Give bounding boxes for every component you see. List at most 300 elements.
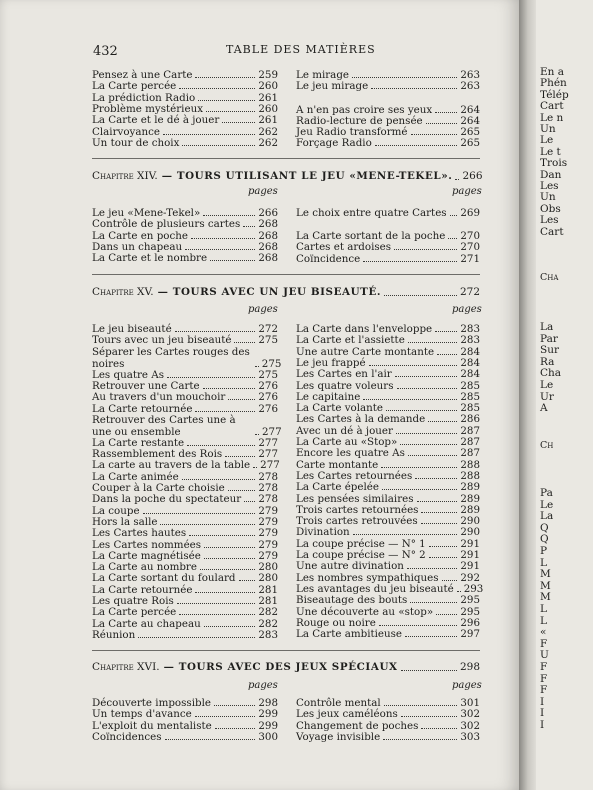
toc-entry <box>296 218 480 242</box>
chapter-page: 272 <box>459 286 480 298</box>
toc-entry-title: Biseautage des bouts <box>296 594 408 607</box>
leader-dots <box>195 592 255 593</box>
toc-entry <box>92 218 278 230</box>
toc-entry-page: 299 <box>258 719 278 732</box>
toc-entry-title: Une autre Carte montante <box>296 345 435 358</box>
toc-entry <box>92 561 278 573</box>
toc-entry-title: Pensez à une Carte <box>92 69 193 81</box>
toc-entry-title: Retrouver des Cartes une à une ou ensemble <box>92 413 236 438</box>
toc-entry-title: La Carte au chapeau <box>92 617 201 630</box>
leader-dots <box>421 512 457 513</box>
toc-entry-title: Jeu Radio transformé <box>296 125 408 138</box>
leader-dots <box>415 478 457 479</box>
toc-entry-page: 285 <box>460 379 480 392</box>
chapter-title: — TOURS AVEC UN JEU BISEAUTÉ. <box>157 286 382 298</box>
toc-entry <box>296 731 480 743</box>
toc-entry <box>92 369 278 381</box>
toc-entry-title: Le jeu biseauté <box>92 323 172 335</box>
toc-entry <box>92 618 278 630</box>
facing-page-fragment: Pa <box>540 487 553 499</box>
facing-page-fragment: Le <box>540 379 554 391</box>
toc-entry-title: Les quatre As <box>92 368 164 381</box>
leader-dots <box>165 739 256 740</box>
leader-dots <box>384 295 457 296</box>
toc-entry-title: La coupe précise — N° 2 <box>296 549 426 561</box>
leader-dots <box>379 625 458 626</box>
toc-entry <box>92 697 278 709</box>
toc-entry-page: 292 <box>460 571 480 584</box>
toc-entry <box>92 516 278 528</box>
leader-dots <box>163 134 255 135</box>
toc-entry-title: La prédiction Radio <box>92 91 196 104</box>
leader-dots <box>210 260 255 261</box>
toc-entry-title: Voyage invisible <box>296 730 381 743</box>
toc-entry-title: Le jeu «Mene-Tekel» <box>92 207 201 219</box>
toc-entry-page: 260 <box>258 80 278 93</box>
toc-entry <box>296 538 480 550</box>
pages-column-header: pages <box>452 186 482 197</box>
toc-entry-page: 283 <box>460 323 480 335</box>
leader-dots <box>442 580 458 581</box>
leader-dots <box>138 637 255 638</box>
leader-dots <box>435 331 457 332</box>
facing-page-fragment: Cart <box>540 225 564 238</box>
toc-entry-page: 287 <box>460 424 480 437</box>
toc-entry-title: Les pensées similaires <box>296 492 414 505</box>
toc-entry-title: Tours avec un jeu biseauté <box>92 334 232 347</box>
toc-entry-title: La Carte sortant du foulard <box>92 572 236 585</box>
toc-entry-title: Trois cartes retournées <box>296 503 419 516</box>
leader-dots <box>253 467 257 468</box>
facing-page-fragment: F <box>540 637 548 650</box>
toc-entry-page: 285 <box>460 402 480 415</box>
section-divider <box>92 650 480 651</box>
leader-dots <box>182 145 255 146</box>
leader-dots <box>179 614 255 615</box>
toc-entry <box>92 345 282 370</box>
leader-dots <box>375 145 458 146</box>
toc-entry-title: La coupe précise — N° 1 <box>296 537 426 550</box>
toc-entry-title: La Carte et le dé à jouer <box>92 114 220 127</box>
toc-entry-title: Les quatre voleurs <box>296 379 394 392</box>
toc-entry-page: 293 <box>463 582 484 595</box>
facing-page-fragment: L <box>540 603 547 615</box>
facing-page-fragment: « <box>540 626 547 639</box>
toc-entry-page: 263 <box>460 69 480 81</box>
leader-dots <box>371 88 457 89</box>
toc-entry-title: Trois cartes retrouvées <box>296 515 418 528</box>
chapter-title: — TOURS UTILISANT LE JEU «MENE-TEKEL». <box>161 170 453 182</box>
chapter-page: 266 <box>462 170 483 182</box>
toc-entry-page: 287 <box>460 436 480 448</box>
leader-dots <box>143 513 256 514</box>
leader-dots <box>175 331 256 332</box>
leader-dots <box>182 479 256 480</box>
leader-dots <box>408 342 458 343</box>
leader-dots <box>352 77 457 78</box>
toc-entry-title: La Carte sortant de la poche <box>296 230 446 243</box>
toc-entry-page: 282 <box>258 617 278 630</box>
toc-entry-title: La Carte retournée <box>92 583 193 596</box>
facing-page-fragment: A <box>540 402 548 415</box>
toc-entry <box>92 527 278 539</box>
toc-entry-page: 278 <box>258 482 278 494</box>
facing-page-fragment: Trois <box>540 157 568 170</box>
toc-entry-page: 281 <box>258 583 278 596</box>
chapter-page: 298 <box>459 661 480 673</box>
toc-entry-title: Les jeux caméléons <box>296 708 398 721</box>
leader-dots <box>400 444 457 445</box>
toc-entry <box>296 526 480 538</box>
toc-entry-page: 272 <box>258 323 278 335</box>
toc-entry-title: La coupe <box>92 504 140 517</box>
toc-entry <box>92 334 278 346</box>
toc-entry-title: La Carte dans l'enveloppe <box>296 323 433 335</box>
toc-entry-page: 275 <box>258 334 278 347</box>
toc-entry <box>296 459 480 471</box>
facing-page-fragment: Obs <box>540 202 561 215</box>
toc-entry-page: 279 <box>258 504 278 517</box>
toc-entry <box>296 560 480 572</box>
facing-page-fragment: F <box>540 684 548 697</box>
leader-dots <box>411 134 458 135</box>
toc-entry <box>296 425 480 437</box>
facing-page-fragment: Ch <box>540 440 554 451</box>
facing-page-fragment: Par <box>540 332 558 345</box>
leader-dots <box>160 524 255 525</box>
toc-entry-page: 271 <box>460 252 480 265</box>
leader-dots <box>435 112 457 113</box>
leader-dots <box>396 433 457 434</box>
running-title: TABLE DES MATIÈRES <box>226 43 376 56</box>
toc-entry <box>296 515 480 527</box>
facing-page-fragment: Ra <box>540 355 555 368</box>
toc-entry-page: 298 <box>258 697 278 709</box>
toc-entry <box>296 436 480 448</box>
leader-dots <box>363 399 457 400</box>
toc-entry-title: La Carte et l'assiette <box>296 334 405 347</box>
toc-entry-title: Divination <box>296 526 350 539</box>
toc-entry <box>296 606 480 618</box>
facing-page-fragment: En a <box>540 66 565 78</box>
leader-dots <box>369 365 458 366</box>
leader-dots <box>410 602 457 603</box>
toc-entry-page: 268 <box>258 218 278 231</box>
toc-entry <box>296 92 480 116</box>
facing-page-fragment: Un <box>540 191 556 204</box>
toc-entry-title: La Carte percée <box>92 606 177 619</box>
toc-entry <box>92 207 278 219</box>
facing-page-fragment: I <box>540 719 545 731</box>
leader-dots <box>353 534 458 535</box>
leader-dots <box>214 705 255 706</box>
leader-dots <box>408 455 457 456</box>
toc-entry-title: Encore les quatre As <box>296 447 405 460</box>
leader-dots <box>394 249 457 250</box>
toc-entry-title: Le jeu frappé <box>296 356 366 369</box>
toc-entry <box>296 357 480 369</box>
leader-dots <box>417 501 458 502</box>
toc-entry <box>296 126 480 138</box>
toc-entry <box>296 481 480 493</box>
toc-entry-page: 276 <box>258 379 278 392</box>
toc-entry-page: 285 <box>460 390 480 403</box>
toc-entry <box>296 628 480 640</box>
toc-entry <box>92 80 278 92</box>
leader-dots <box>206 111 255 112</box>
toc-entry <box>92 69 278 81</box>
toc-entry-page: 277 <box>258 448 278 461</box>
toc-entry-page: 270 <box>460 241 480 254</box>
facing-page-fragment: Le <box>540 134 554 147</box>
toc-entry-page: 280 <box>258 572 278 585</box>
leader-dots <box>363 261 457 262</box>
chapter-title: — TOURS AVEC DES JEUX SPÉCIAUX <box>163 661 398 673</box>
toc-entry-title: Les quatre Rois <box>92 595 174 607</box>
leader-dots <box>167 377 255 378</box>
toc-entry-title: A n'en pas croire ses yeux <box>296 103 433 116</box>
toc-entry-title: Le capitaine <box>296 390 361 403</box>
toc-entry-title: Hors la salle <box>92 515 158 528</box>
leader-dots <box>401 716 458 717</box>
leader-dots <box>450 215 458 216</box>
toc-entry-page: 282 <box>258 606 278 619</box>
toc-entry-page: 289 <box>460 503 480 516</box>
toc-entry-title: La Carte ambitieuse <box>296 628 403 641</box>
toc-entry-page: 291 <box>460 549 480 561</box>
leader-dots <box>228 399 255 400</box>
toc-entry <box>296 549 480 561</box>
toc-entry-title: Contrôle de plusieurs cartes <box>92 218 241 231</box>
toc-entry-title: La Carte animée <box>92 470 179 483</box>
facing-page-fragment: Phén <box>540 77 567 90</box>
toc-entry-title: La carte au travers de la table <box>92 459 251 472</box>
toc-entry-title: Au travers d'un mouchoir <box>92 391 226 404</box>
toc-entry-page: 278 <box>258 493 278 506</box>
toc-entry-page: 275 <box>261 357 282 370</box>
toc-entry-page: 262 <box>258 125 278 138</box>
toc-entry-page: 279 <box>258 538 278 551</box>
toc-entry-title: Retrouver une Carte <box>92 379 200 392</box>
toc-entry <box>92 126 278 138</box>
leader-dots <box>191 238 255 239</box>
facing-page-fragment: Cart <box>540 100 564 113</box>
toc-entry-title: Les avantages du jeu biseauté <box>296 582 454 595</box>
facing-page-fragment: Les <box>540 214 559 227</box>
toc-entry-title: Contrôle mental <box>296 697 381 709</box>
toc-entry-title: Séparer les Cartes rouges des noires <box>92 345 250 370</box>
toc-entry-page: 302 <box>460 708 480 721</box>
leader-dots <box>383 739 457 740</box>
leader-dots <box>421 728 457 729</box>
leader-dots <box>395 376 458 377</box>
chapter-heading <box>92 659 480 675</box>
leader-dots <box>401 670 457 671</box>
toc-entry <box>296 708 480 720</box>
leader-dots <box>222 122 255 123</box>
toc-entry <box>296 470 480 482</box>
toc-entry-page: 276 <box>258 391 278 404</box>
toc-entry-title: Un tour de choix <box>92 136 180 149</box>
toc-entry <box>296 697 480 709</box>
facing-page-fragment: Un <box>540 123 556 135</box>
toc-entry-page: 279 <box>258 549 278 562</box>
toc-entry-title: La Carte en poche <box>92 229 188 242</box>
leader-dots <box>421 523 458 524</box>
toc-entry-page: 261 <box>258 114 278 127</box>
toc-entry <box>92 731 278 743</box>
toc-entry <box>296 720 480 732</box>
toc-entry-page: 263 <box>460 80 480 93</box>
toc-entry <box>296 617 480 629</box>
toc-entry <box>92 505 278 517</box>
toc-entry-title: La Carte volante <box>296 402 384 415</box>
facing-page-fragment: Cha <box>540 367 562 380</box>
toc-entry-title: Les Cartes nommées <box>92 538 202 551</box>
toc-entry <box>92 103 278 115</box>
toc-entry <box>92 584 278 596</box>
facing-page-fragment: Télép <box>540 88 569 101</box>
toc-entry <box>296 241 480 253</box>
toc-entry-title: Clairvoyance <box>92 125 160 138</box>
leader-dots <box>225 456 255 457</box>
toc-entry <box>92 137 278 149</box>
toc-entry <box>92 493 278 505</box>
toc-entry-page: 301 <box>460 697 480 709</box>
toc-entry-page: 303 <box>460 730 480 743</box>
toc-entry <box>92 482 278 494</box>
toc-entry-page: 277 <box>258 436 278 449</box>
leader-dots <box>428 421 457 422</box>
facing-page-fragment: M <box>540 579 551 592</box>
toc-entry <box>296 572 480 584</box>
toc-entry-title: La Carte au «Stop» <box>296 436 398 448</box>
chapter-heading <box>92 168 483 184</box>
leader-dots <box>198 100 255 101</box>
leader-dots <box>426 123 458 124</box>
leader-dots <box>407 568 457 569</box>
pages-column-header: pages <box>248 304 278 315</box>
leader-dots <box>185 249 255 250</box>
toc-entry-title: Une découverte au «stop» <box>296 605 434 618</box>
toc-entry-title: Coïncidences <box>92 730 162 743</box>
toc-entry <box>296 582 484 595</box>
toc-entry-title: Un temps d'avance <box>92 708 192 721</box>
toc-entry-page: 279 <box>258 527 278 540</box>
toc-entry <box>92 720 278 732</box>
leader-dots <box>177 603 256 604</box>
toc-entry-title: Problème mystérieux <box>92 102 204 115</box>
chapter-number: Chapitre XV. <box>92 286 154 298</box>
pages-column-header: pages <box>452 304 482 315</box>
toc-entry <box>92 391 278 403</box>
toc-entry-page: 268 <box>258 252 278 265</box>
leader-dots <box>200 569 255 570</box>
facing-page-fragment: La <box>540 321 554 333</box>
facing-page-fragment: Q <box>540 533 549 546</box>
toc-entry-page: 276 <box>258 402 278 415</box>
toc-entry-title: Changement de poches <box>296 719 419 732</box>
toc-entry <box>92 92 278 104</box>
toc-entry-title: Le mirage <box>296 69 350 81</box>
toc-entry <box>92 437 278 449</box>
leader-dots <box>187 445 255 446</box>
leader-dots <box>429 546 458 547</box>
facing-page <box>536 0 593 790</box>
leader-dots <box>239 580 256 581</box>
toc-entry-page: 259 <box>258 69 278 81</box>
facing-page-fragment: P <box>540 545 548 557</box>
facing-page-fragment: I <box>540 707 545 720</box>
facing-page-fragment: Les <box>540 180 559 192</box>
toc-entry-page: 275 <box>258 368 278 381</box>
toc-entry-title: Avec un dé à jouer <box>296 424 393 437</box>
toc-entry-page: 283 <box>258 628 278 641</box>
pages-column-header: pages <box>452 680 482 691</box>
toc-entry-page: 268 <box>258 240 278 253</box>
toc-entry-title: La Carte restante <box>92 436 185 449</box>
toc-entry-title: Rouge ou noire <box>296 616 376 629</box>
toc-entry-page: 265 <box>460 137 480 150</box>
toc-entry-page: 283 <box>460 334 480 347</box>
toc-entry <box>92 413 282 438</box>
toc-entry-title: Les Cartes en l'air <box>296 368 392 381</box>
leader-dots <box>381 467 457 468</box>
toc-entry-page: 291 <box>460 560 480 573</box>
toc-entry-page: 264 <box>460 103 480 116</box>
facing-page-fragment: Cha <box>540 272 559 283</box>
toc-entry-title: Les Cartes à la demande <box>296 413 426 426</box>
section-divider <box>92 274 480 275</box>
toc-entry-title: La Carte retournée <box>92 402 193 415</box>
toc-entry-page: 277 <box>260 459 280 472</box>
leader-dots <box>234 342 255 343</box>
toc-entry-title: Coïncidence <box>296 252 361 265</box>
toc-entry-title: Réunion <box>92 628 136 641</box>
toc-entry <box>296 346 480 358</box>
page-number: 432 <box>93 44 118 59</box>
facing-page-fragment: Dan <box>540 168 562 181</box>
toc-entry-title: Les Cartes retournées <box>296 469 413 482</box>
toc-entry-title: Les nombres sympathiques <box>296 571 439 584</box>
toc-entry-title: La Carte au nombre <box>92 561 197 574</box>
leader-dots <box>244 501 255 502</box>
toc-entry-page: 269 <box>460 207 480 219</box>
toc-entry <box>296 380 480 392</box>
toc-entry <box>92 448 278 460</box>
toc-entry-title: La Carte épelée <box>296 481 379 494</box>
toc-entry-page: 295 <box>460 594 480 607</box>
toc-entry-page: 289 <box>460 481 480 494</box>
leader-dots <box>386 410 457 411</box>
facing-page-fragment: L <box>540 556 547 569</box>
toc-entry-title: Couper à la Carte choisie <box>92 482 225 494</box>
leader-dots <box>457 591 461 592</box>
toc-entry <box>92 323 278 335</box>
facing-page-fragment: La <box>540 510 554 523</box>
toc-entry <box>296 80 480 92</box>
toc-entry-page: 300 <box>258 730 278 743</box>
toc-entry-page: 284 <box>460 368 480 381</box>
toc-entry <box>92 114 278 126</box>
toc-entry-title: La Carte et le nombre <box>92 252 208 265</box>
toc-entry <box>296 493 480 505</box>
facing-page-fragment: M <box>540 591 551 604</box>
toc-entry-page: 287 <box>460 447 480 460</box>
toc-entry-title: Le choix entre quatre Cartes <box>296 207 447 219</box>
toc-entry-title: Une autre divination <box>296 560 404 573</box>
toc-entry-page: 290 <box>460 515 480 528</box>
